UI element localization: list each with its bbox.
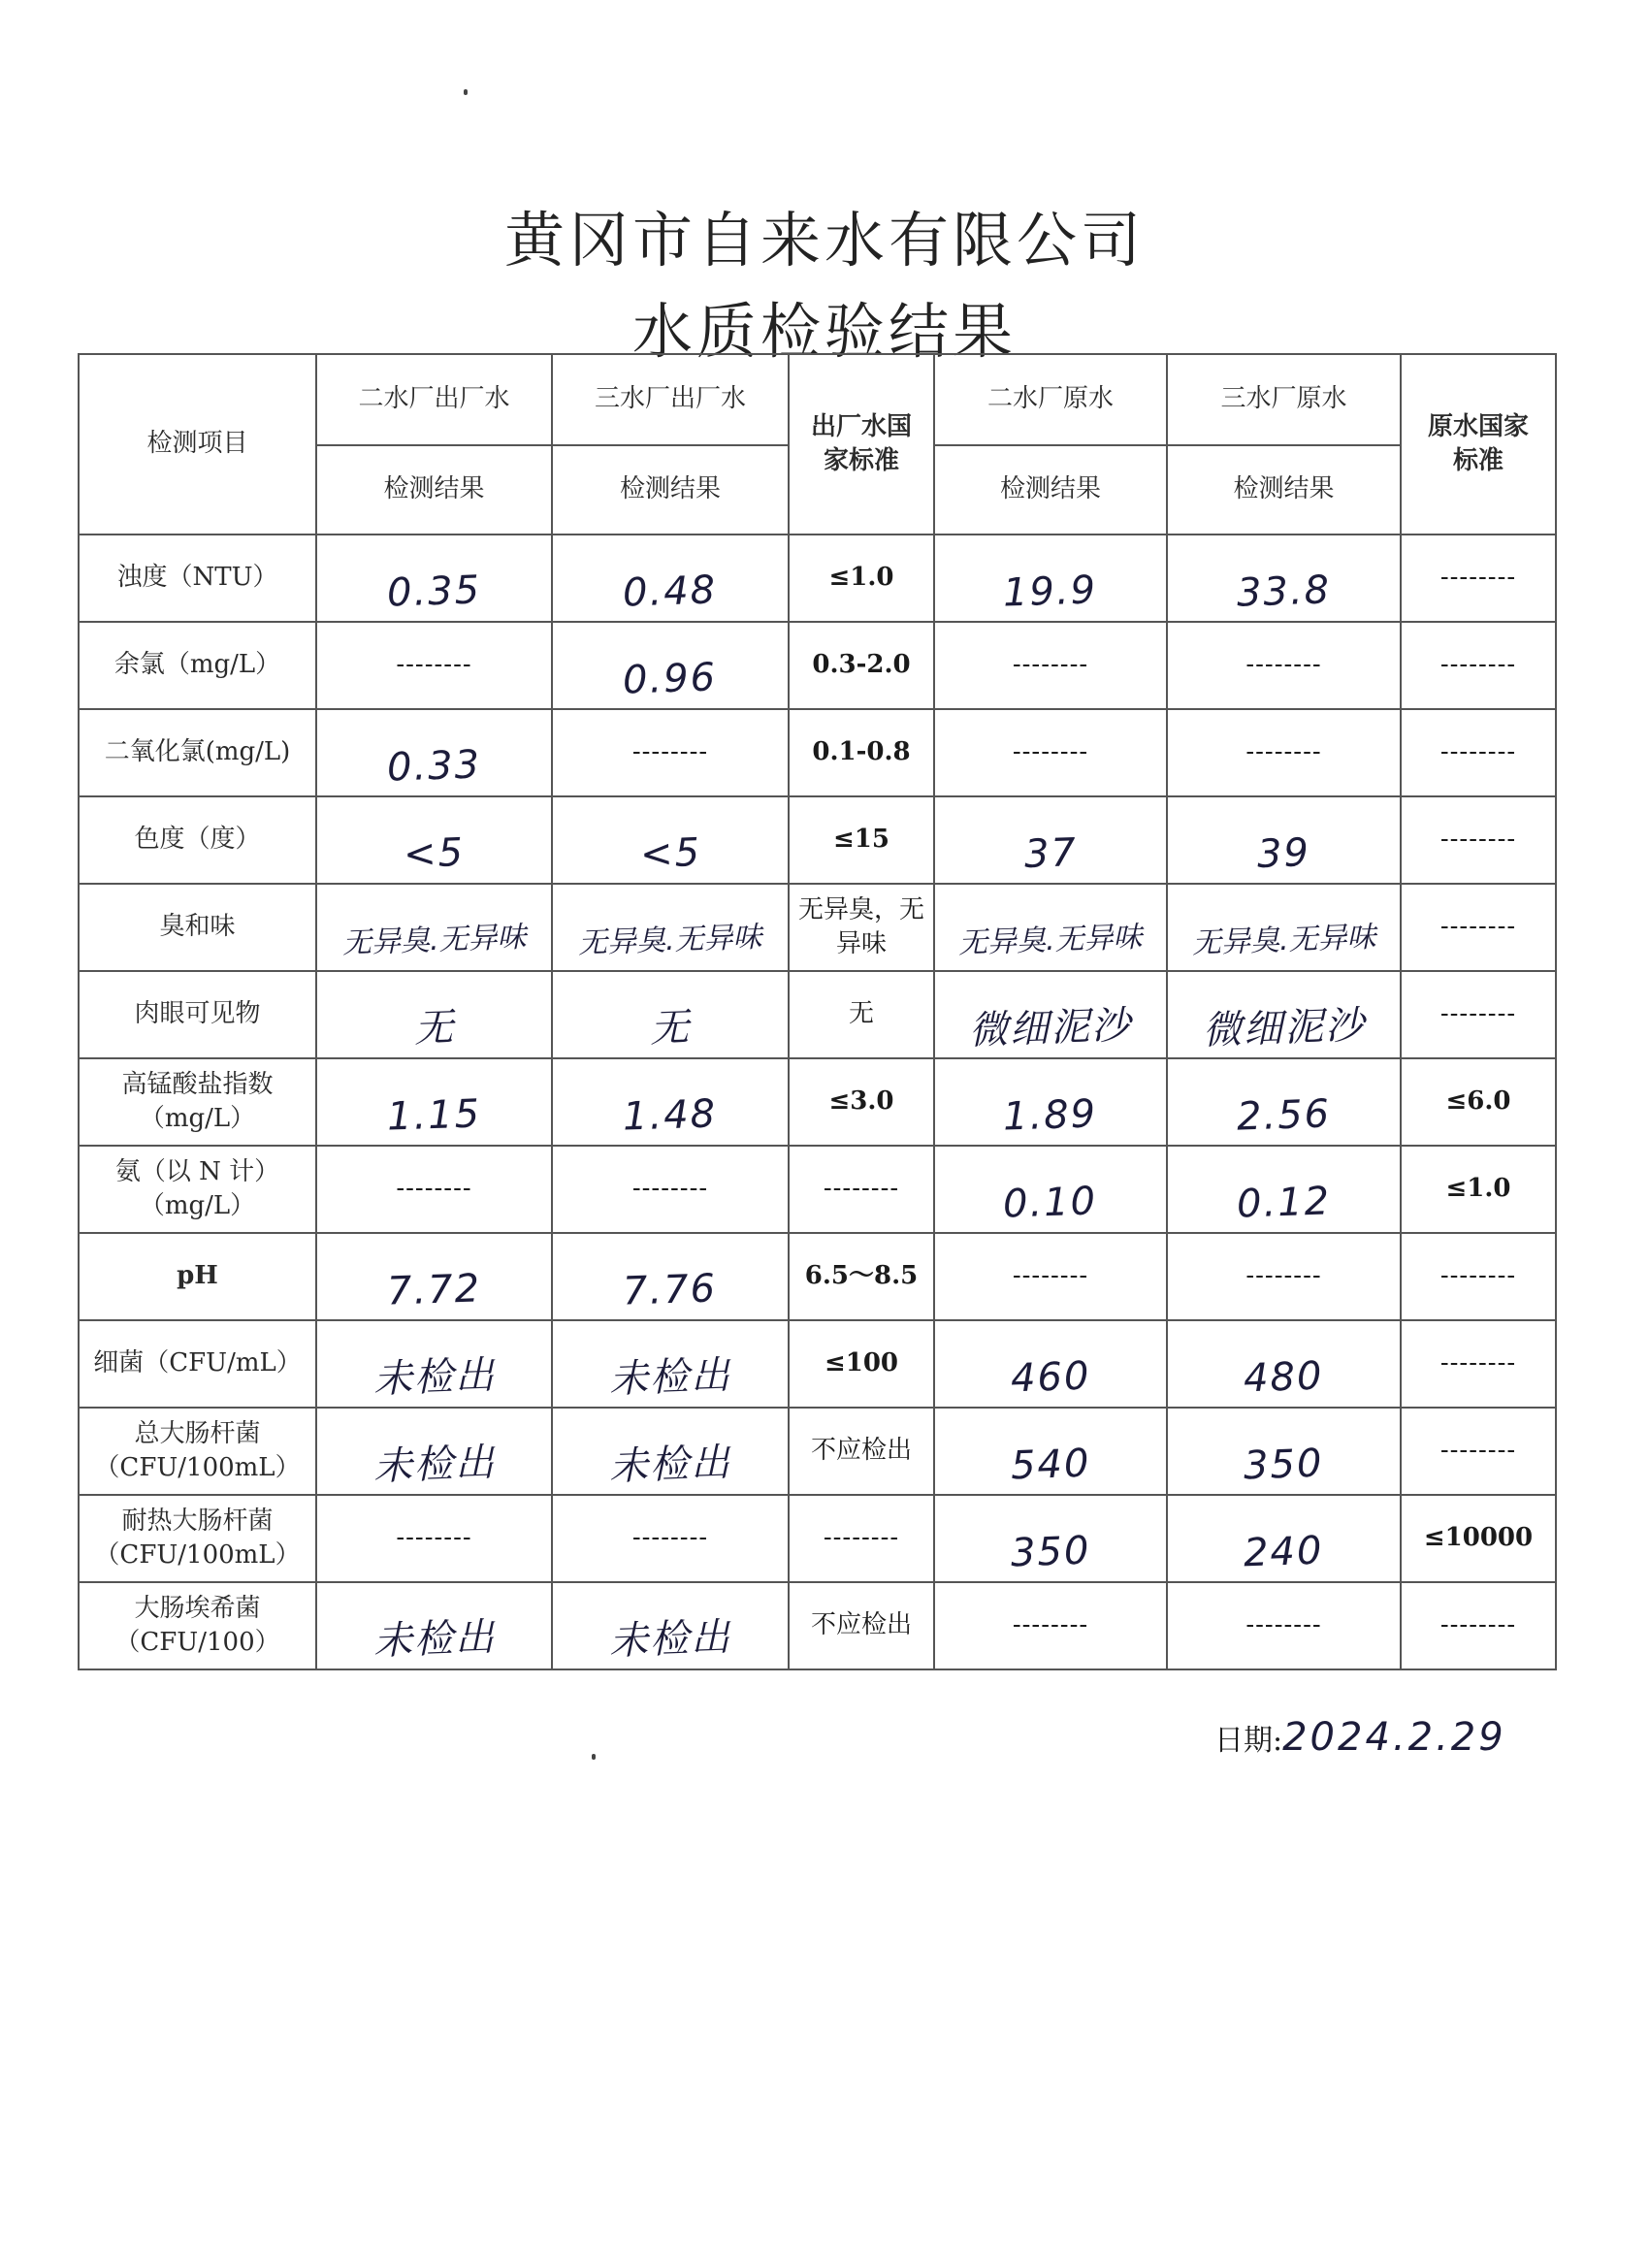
cell-plant3-finished [552, 1058, 789, 1146]
row-item-label: 二氧化氯(mg/L) [79, 709, 316, 796]
header-result: 检测结果 [1167, 445, 1401, 535]
header-item: 检测项目 [79, 354, 316, 535]
cell-finished-standard: 6.5～8.5 [789, 1233, 934, 1320]
table-row [79, 709, 1556, 796]
header-result: 检测结果 [552, 445, 789, 535]
cell-plant3-raw [1167, 535, 1401, 622]
cell-plant3-finished [552, 884, 789, 971]
scan-speck [464, 89, 468, 95]
cell-plant3-finished: -------- [552, 1146, 789, 1233]
cell-plant3-finished [552, 971, 789, 1058]
handwritten-value: 无异臭.无异味 [341, 920, 527, 961]
cell-plant2-finished [316, 971, 552, 1058]
handwritten-value: 无异臭.无异味 [577, 920, 763, 961]
cell-plant3-finished [552, 796, 789, 884]
header-plant3-raw: 三水厂原水 [1167, 354, 1401, 445]
cell-plant2-raw [934, 1146, 1167, 1233]
handwritten-value: 0.48 [622, 567, 719, 616]
cell-finished-standard: 不应检出 [789, 1582, 934, 1669]
row-item-label: 臭和味 [79, 884, 316, 971]
row-item-label: 细菌（CFU/mL） [79, 1320, 316, 1408]
handwritten-value: 480 [1243, 1353, 1325, 1402]
report-title: 水质检验结果 [631, 296, 1017, 367]
cell-plant3-raw [1167, 796, 1401, 884]
row-item-label: 耐热大肠杆菌（CFU/100mL） [79, 1495, 316, 1582]
handwritten-value: <5 [403, 829, 466, 878]
handwritten-value: 2.56 [1236, 1091, 1332, 1140]
handwritten-value: 240 [1243, 1528, 1325, 1576]
header-raw-standard: 原水国家标准 [1401, 354, 1556, 535]
cell-finished-standard: ≤15 [789, 796, 934, 884]
cell-plant2-finished: -------- [316, 622, 552, 709]
cell-finished-standard: 无异臭，无异味 [789, 884, 934, 971]
table-row [79, 622, 1556, 709]
cell-plant3-finished [552, 1320, 789, 1408]
handwritten-value: 0.10 [1002, 1179, 1099, 1227]
cell-plant3-finished: -------- [552, 1495, 789, 1582]
cell-plant3-finished [552, 1582, 789, 1669]
cell-plant2-raw [934, 1495, 1167, 1582]
date-value: 2024.2.29 [1282, 1715, 1506, 1760]
handwritten-value: 1.15 [386, 1091, 482, 1140]
handwritten-value: 未检出 [372, 1614, 497, 1665]
cell-plant3-raw: -------- [1167, 1233, 1401, 1320]
handwritten-value: 无异臭.无异味 [1191, 920, 1376, 961]
water-quality-table [78, 353, 1557, 1670]
row-item-label: pH [79, 1233, 316, 1320]
handwritten-value: 1.48 [622, 1091, 719, 1140]
table-row [79, 1233, 1556, 1320]
date-label: 日期: [1214, 1724, 1283, 1758]
cell-finished-standard: 0.3-2.0 [789, 622, 934, 709]
row-item-label: 色度（度） [79, 796, 316, 884]
cell-plant2-raw [934, 1320, 1167, 1408]
handwritten-value: 未检出 [372, 1440, 497, 1490]
handwritten-value: 19.9 [1002, 567, 1099, 616]
table-row [79, 884, 1556, 971]
header-plant2-raw: 二水厂原水 [934, 354, 1167, 445]
handwritten-value: 无 [412, 1005, 456, 1052]
cell-plant2-raw: -------- [934, 622, 1167, 709]
cell-plant2-raw [934, 1408, 1167, 1495]
cell-raw-standard: -------- [1401, 796, 1556, 884]
handwritten-value: 460 [1010, 1353, 1091, 1402]
table-row [79, 1320, 1556, 1408]
table-row [79, 1146, 1556, 1233]
handwritten-value: 540 [1010, 1441, 1091, 1489]
cell-plant2-raw: -------- [934, 1233, 1167, 1320]
handwritten-value: 0.96 [622, 655, 719, 703]
cell-raw-standard: -------- [1401, 1320, 1556, 1408]
handwritten-value: 7.72 [386, 1266, 482, 1314]
cell-plant2-finished [316, 535, 552, 622]
cell-raw-standard: -------- [1401, 971, 1556, 1058]
cell-finished-standard: ≤3.0 [789, 1058, 934, 1146]
row-item-label: 肉眼可见物 [79, 971, 316, 1058]
row-item-label: 高锰酸盐指数（mg/L） [79, 1058, 316, 1146]
cell-finished-standard: 0.1-0.8 [789, 709, 934, 796]
cell-finished-standard: 无 [789, 971, 934, 1058]
cell-raw-standard: -------- [1401, 535, 1556, 622]
scan-speck [592, 1754, 596, 1760]
cell-plant3-finished [552, 622, 789, 709]
header-finished-standard: 出厂水国家标准 [789, 354, 934, 535]
handwritten-value: 未检出 [608, 1614, 732, 1665]
cell-plant2-raw [934, 1058, 1167, 1146]
cell-raw-standard: -------- [1401, 709, 1556, 796]
handwritten-value: 350 [1243, 1441, 1325, 1489]
cell-plant3-finished [552, 1408, 789, 1495]
cell-raw-standard: -------- [1401, 1582, 1556, 1669]
header-plant2-finished: 二水厂出厂水 [316, 354, 552, 445]
cell-plant2-raw [934, 884, 1167, 971]
cell-plant3-raw [1167, 884, 1401, 971]
cell-plant2-finished: -------- [316, 1146, 552, 1233]
cell-plant2-finished [316, 1233, 552, 1320]
handwritten-value: 微细泥沙 [1201, 1003, 1367, 1053]
cell-plant2-finished [316, 1320, 552, 1408]
report-date [1214, 1715, 1506, 1760]
handwritten-value: 1.89 [1002, 1091, 1099, 1140]
cell-plant3-raw [1167, 1146, 1401, 1233]
cell-plant2-finished [316, 884, 552, 971]
handwritten-value: 无 [649, 1005, 692, 1052]
cell-plant3-raw [1167, 1408, 1401, 1495]
row-item-label: 大肠埃希菌（CFU/100） [79, 1582, 316, 1669]
handwritten-value: 0.35 [386, 567, 482, 616]
cell-raw-standard: -------- [1401, 1233, 1556, 1320]
header-plant3-finished: 三水厂出厂水 [552, 354, 789, 445]
handwritten-value: 未检出 [608, 1440, 732, 1490]
cell-plant2-finished [316, 796, 552, 884]
cell-finished-standard: ≤100 [789, 1320, 934, 1408]
table-row [79, 1058, 1556, 1146]
cell-plant3-finished: -------- [552, 709, 789, 796]
cell-plant2-raw [934, 796, 1167, 884]
cell-raw-standard: ≤10000 [1401, 1495, 1556, 1582]
table-row [79, 1582, 1556, 1669]
cell-finished-standard: -------- [789, 1146, 934, 1233]
handwritten-value: 微细泥沙 [968, 1003, 1133, 1053]
handwritten-value: 未检出 [608, 1352, 732, 1403]
handwritten-value: 0.33 [386, 742, 482, 791]
table-row [79, 1408, 1556, 1495]
cell-raw-standard: -------- [1401, 884, 1556, 971]
header-result: 检测结果 [316, 445, 552, 535]
cell-plant2-finished: -------- [316, 1495, 552, 1582]
table-row [79, 535, 1556, 622]
cell-plant3-raw [1167, 1495, 1401, 1582]
cell-plant3-raw: -------- [1167, 709, 1401, 796]
table-row [79, 796, 1556, 884]
company-title: 黄冈市自来水有限公司 [503, 205, 1145, 275]
cell-plant3-finished [552, 1233, 789, 1320]
handwritten-value: 350 [1010, 1528, 1091, 1576]
cell-plant2-finished [316, 1408, 552, 1495]
cell-finished-standard: -------- [789, 1495, 934, 1582]
handwritten-value: 33.8 [1236, 567, 1332, 616]
cell-finished-standard: ≤1.0 [789, 535, 934, 622]
row-item-label: 总大肠杆菌（CFU/100mL） [79, 1408, 316, 1495]
header-result: 检测结果 [934, 445, 1167, 535]
handwritten-value: 0.12 [1236, 1179, 1332, 1227]
cell-finished-standard: 不应检出 [789, 1408, 934, 1495]
cell-plant3-raw: -------- [1167, 622, 1401, 709]
cell-raw-standard: ≤1.0 [1401, 1146, 1556, 1233]
cell-plant3-raw [1167, 1058, 1401, 1146]
cell-plant3-raw [1167, 1320, 1401, 1408]
cell-raw-standard: -------- [1401, 1408, 1556, 1495]
cell-raw-standard: -------- [1401, 622, 1556, 709]
cell-plant2-raw: -------- [934, 1582, 1167, 1669]
handwritten-value: <5 [638, 829, 702, 878]
cell-raw-standard: ≤6.0 [1401, 1058, 1556, 1146]
cell-plant2-finished [316, 709, 552, 796]
cell-plant3-finished [552, 535, 789, 622]
handwritten-value: 37 [1022, 830, 1079, 877]
handwritten-value: 7.76 [622, 1266, 719, 1314]
handwritten-value: 39 [1256, 830, 1311, 877]
row-item-label: 浊度（NTU） [79, 535, 316, 622]
row-item-label: 氨（以 N 计）（mg/L） [79, 1146, 316, 1233]
cell-plant3-raw [1167, 971, 1401, 1058]
cell-plant2-raw [934, 971, 1167, 1058]
cell-plant2-finished [316, 1582, 552, 1669]
cell-plant2-finished [316, 1058, 552, 1146]
table-row [79, 971, 1556, 1058]
row-item-label: 余氯（mg/L） [79, 622, 316, 709]
handwritten-value: 未检出 [372, 1352, 497, 1403]
table-row [79, 1495, 1556, 1582]
cell-plant3-raw: -------- [1167, 1582, 1401, 1669]
handwritten-value: 无异臭.无异味 [957, 920, 1144, 961]
cell-plant2-raw: -------- [934, 709, 1167, 796]
cell-plant2-raw [934, 535, 1167, 622]
